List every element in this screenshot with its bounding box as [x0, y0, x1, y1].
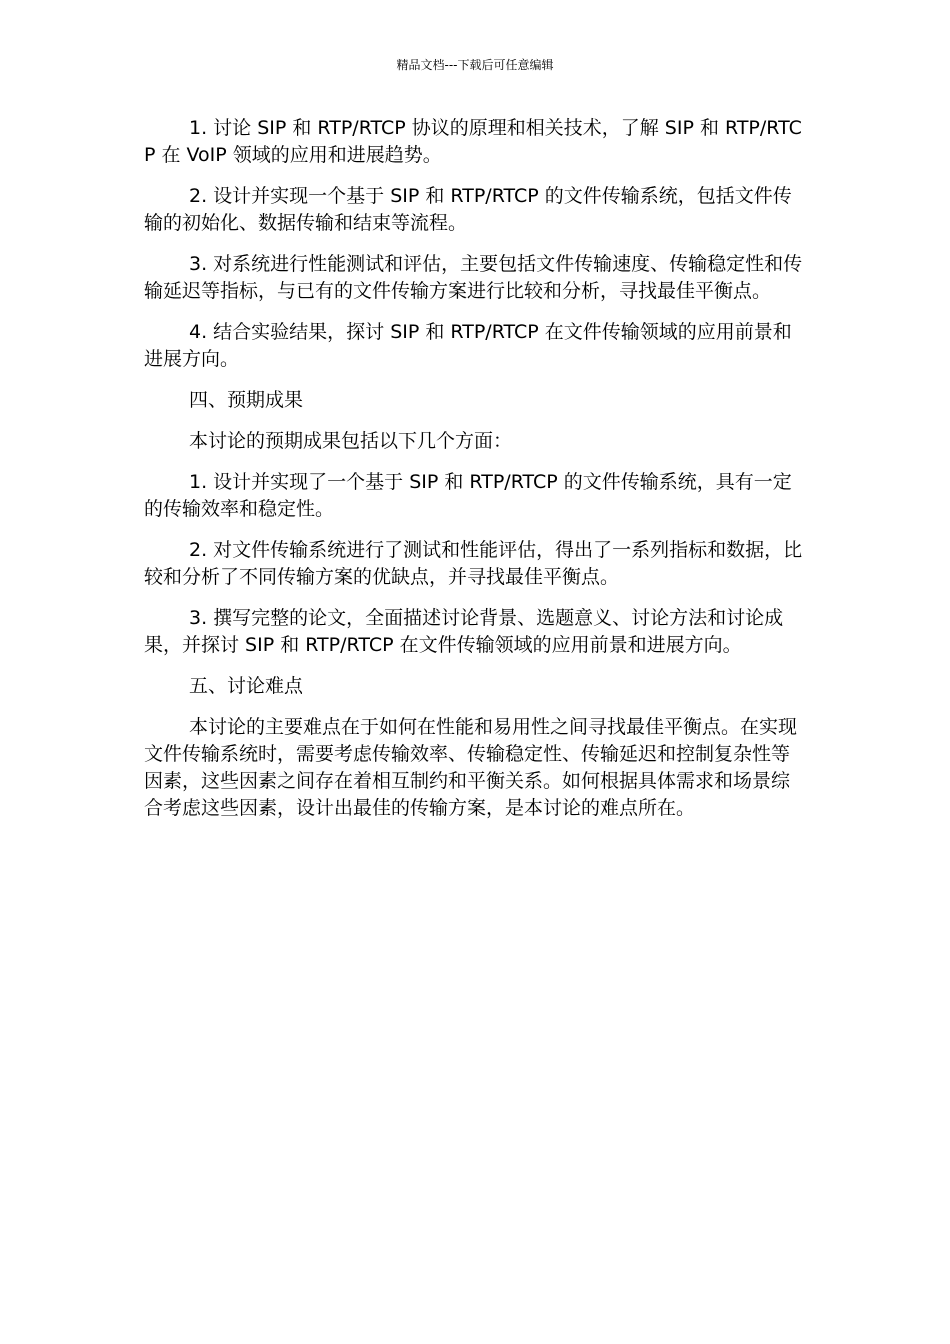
expected-results-intro: 本讨论的预期成果包括以下几个方面： — [189, 430, 513, 452]
expected-result-item-2: 2. 对文件传输系统进行了测试和性能评估，得出了一系列指标和数据，比较和分析了不同传输方案的优缺点，并寻找最佳平衡点。 — [144, 539, 803, 588]
objective-item-1: 1. 讨论 SIP 和 RTP/RTCP 协议的原理和相关技术，了解 SIP 和 RTP/RTCP 在 VoIP 领域的应用和进展趋势。 — [144, 117, 802, 166]
section-heading-expected-results: 四、预期成果 — [189, 389, 304, 411]
difficulties-paragraph: 本讨论的主要难点在于如何在性能和易用性之间寻找最佳平衡点。在实现文件传输系统时，需要考虑传输效率、传输稳定性、传输延迟和控制复杂性等因素，这些因素之间存在着相互制约和平衡关系。如何根据具体需求和场景综合考虑这些因素，设计出最佳的传输方案，是本讨论的难点所在。 — [144, 716, 798, 819]
objective-item-3: 3. 对系统进行性能测试和评估，主要包括文件传输速度、传输稳定性和传输延迟等指标，与已有的文件传输方案进行比较和分析，寻找最佳平衡点。 — [144, 253, 803, 302]
section-heading-difficulties: 五、讨论难点 — [189, 675, 304, 697]
expected-result-item-1: 1. 设计并实现了一个基于 SIP 和 RTP/RTCP 的文件传输系统，具有一定的传输效率和稳定性。 — [144, 471, 792, 520]
expected-result-item-3: 3. 撰写完整的论文，全面描述讨论背景、选题意义、讨论方法和讨论成果，并探讨 SIP 和 RTP/RTCP 在文件传输领域的应用前景和进展方向。 — [144, 607, 784, 656]
document-body — [144, 115, 804, 836]
objective-item-4: 4. 结合实验结果，探讨 SIP 和 RTP/RTCP 在文件传输领域的应用前景和进展方向。 — [144, 321, 792, 370]
objective-item-2: 2. 设计并实现一个基于 SIP 和 RTP/RTCP 的文件传输系统，包括文件传输的初始化、数据传输和结束等流程。 — [144, 185, 792, 234]
page-header: 精品文档---下载后可任意编辑 — [396, 58, 554, 72]
